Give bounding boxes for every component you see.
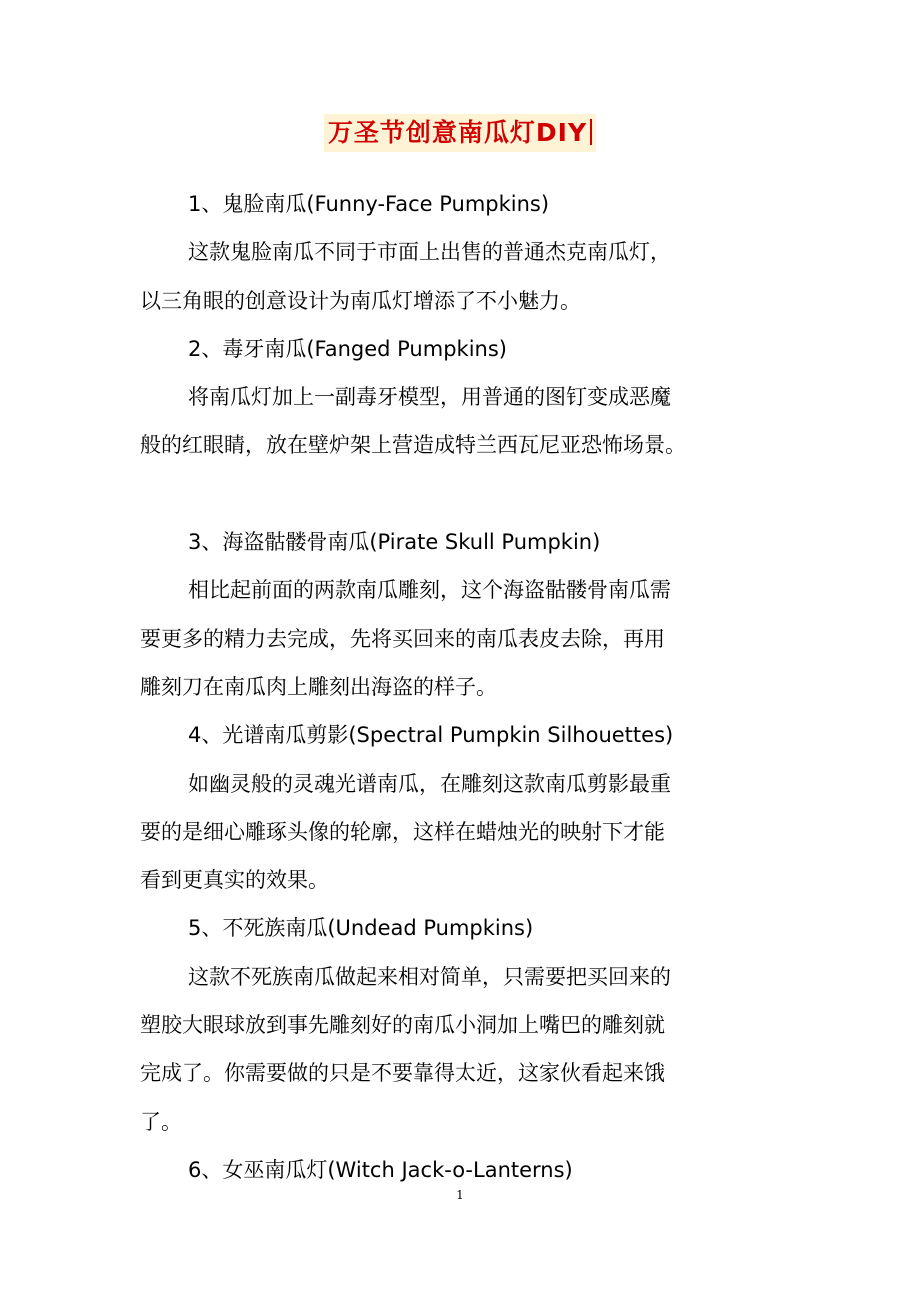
- paragraph-line: 这款鬼脸南瓜不同于市面上出售的普通杰克南瓜灯，: [188, 240, 671, 265]
- page-number: 1: [456, 1188, 464, 1202]
- paragraph-line: 将南瓜灯加上一副毒牙模型，用普通的图钉变成恶魔: [188, 385, 671, 410]
- paragraph-line: 看到更真实的效果。: [140, 868, 329, 893]
- paragraph-line: 以三角眼的创意设计为南瓜灯增添了不小魅力。: [140, 288, 581, 313]
- body-text: [140, 180, 762, 1194]
- heading-1: 1、鬼脸南瓜(Funny-Face Pumpkins): [188, 192, 550, 216]
- paragraph-line: 完成了。你需要做的只是不要靠得太近，这家伙看起来饿: [140, 1061, 665, 1086]
- paragraph-line: 如幽灵般的灵魂光谱南瓜，在雕刻这款南瓜剪影最重: [188, 771, 671, 796]
- paragraph-line: 要的是细心雕琢头像的轮廓，这样在蜡烛光的映射下才能: [140, 819, 665, 844]
- paragraph-line: 这款不死族南瓜做起来相对简单，只需要把买回来的: [188, 964, 671, 989]
- heading-5: 5、不死族南瓜(Undead Pumpkins): [188, 916, 534, 941]
- paragraph-line: 雕刻刀在南瓜肉上雕刻出海盗的样子。: [140, 674, 497, 699]
- paragraph-line: 要更多的精力去完成，先将买回来的南瓜表皮去除，再用: [140, 626, 665, 651]
- text-cursor: [590, 119, 592, 145]
- paragraph-line: 相比起前面的两款南瓜雕刻，这个海盗骷髅骨南瓜需: [188, 578, 671, 603]
- heading-3: 3、海盗骷髅骨南瓜(Pirate Skull Pumpkin): [188, 530, 601, 555]
- title-container: [0, 114, 920, 152]
- heading-4: 4、光谱南瓜剪影(Spectral Pumpkin Silhouettes): [188, 723, 674, 748]
- heading-2: 2、毒牙南瓜(Fanged Pumpkins): [188, 336, 507, 361]
- paragraph-line: 般的红眼睛，放在壁炉架上营造成特兰西瓦尼亚恐怖场景。: [140, 433, 686, 458]
- blank-line: [140, 470, 762, 518]
- document-title: 万圣节创意南瓜灯DIY: [324, 114, 596, 152]
- heading-6: 6、女巫南瓜灯(Witch Jack-o-Lanterns): [188, 1157, 573, 1182]
- paragraph-line: 塑胶大眼球放到事先雕刻好的南瓜小洞加上嘴巴的雕刻就: [140, 1013, 665, 1038]
- paragraph-line: 了。: [140, 1109, 182, 1134]
